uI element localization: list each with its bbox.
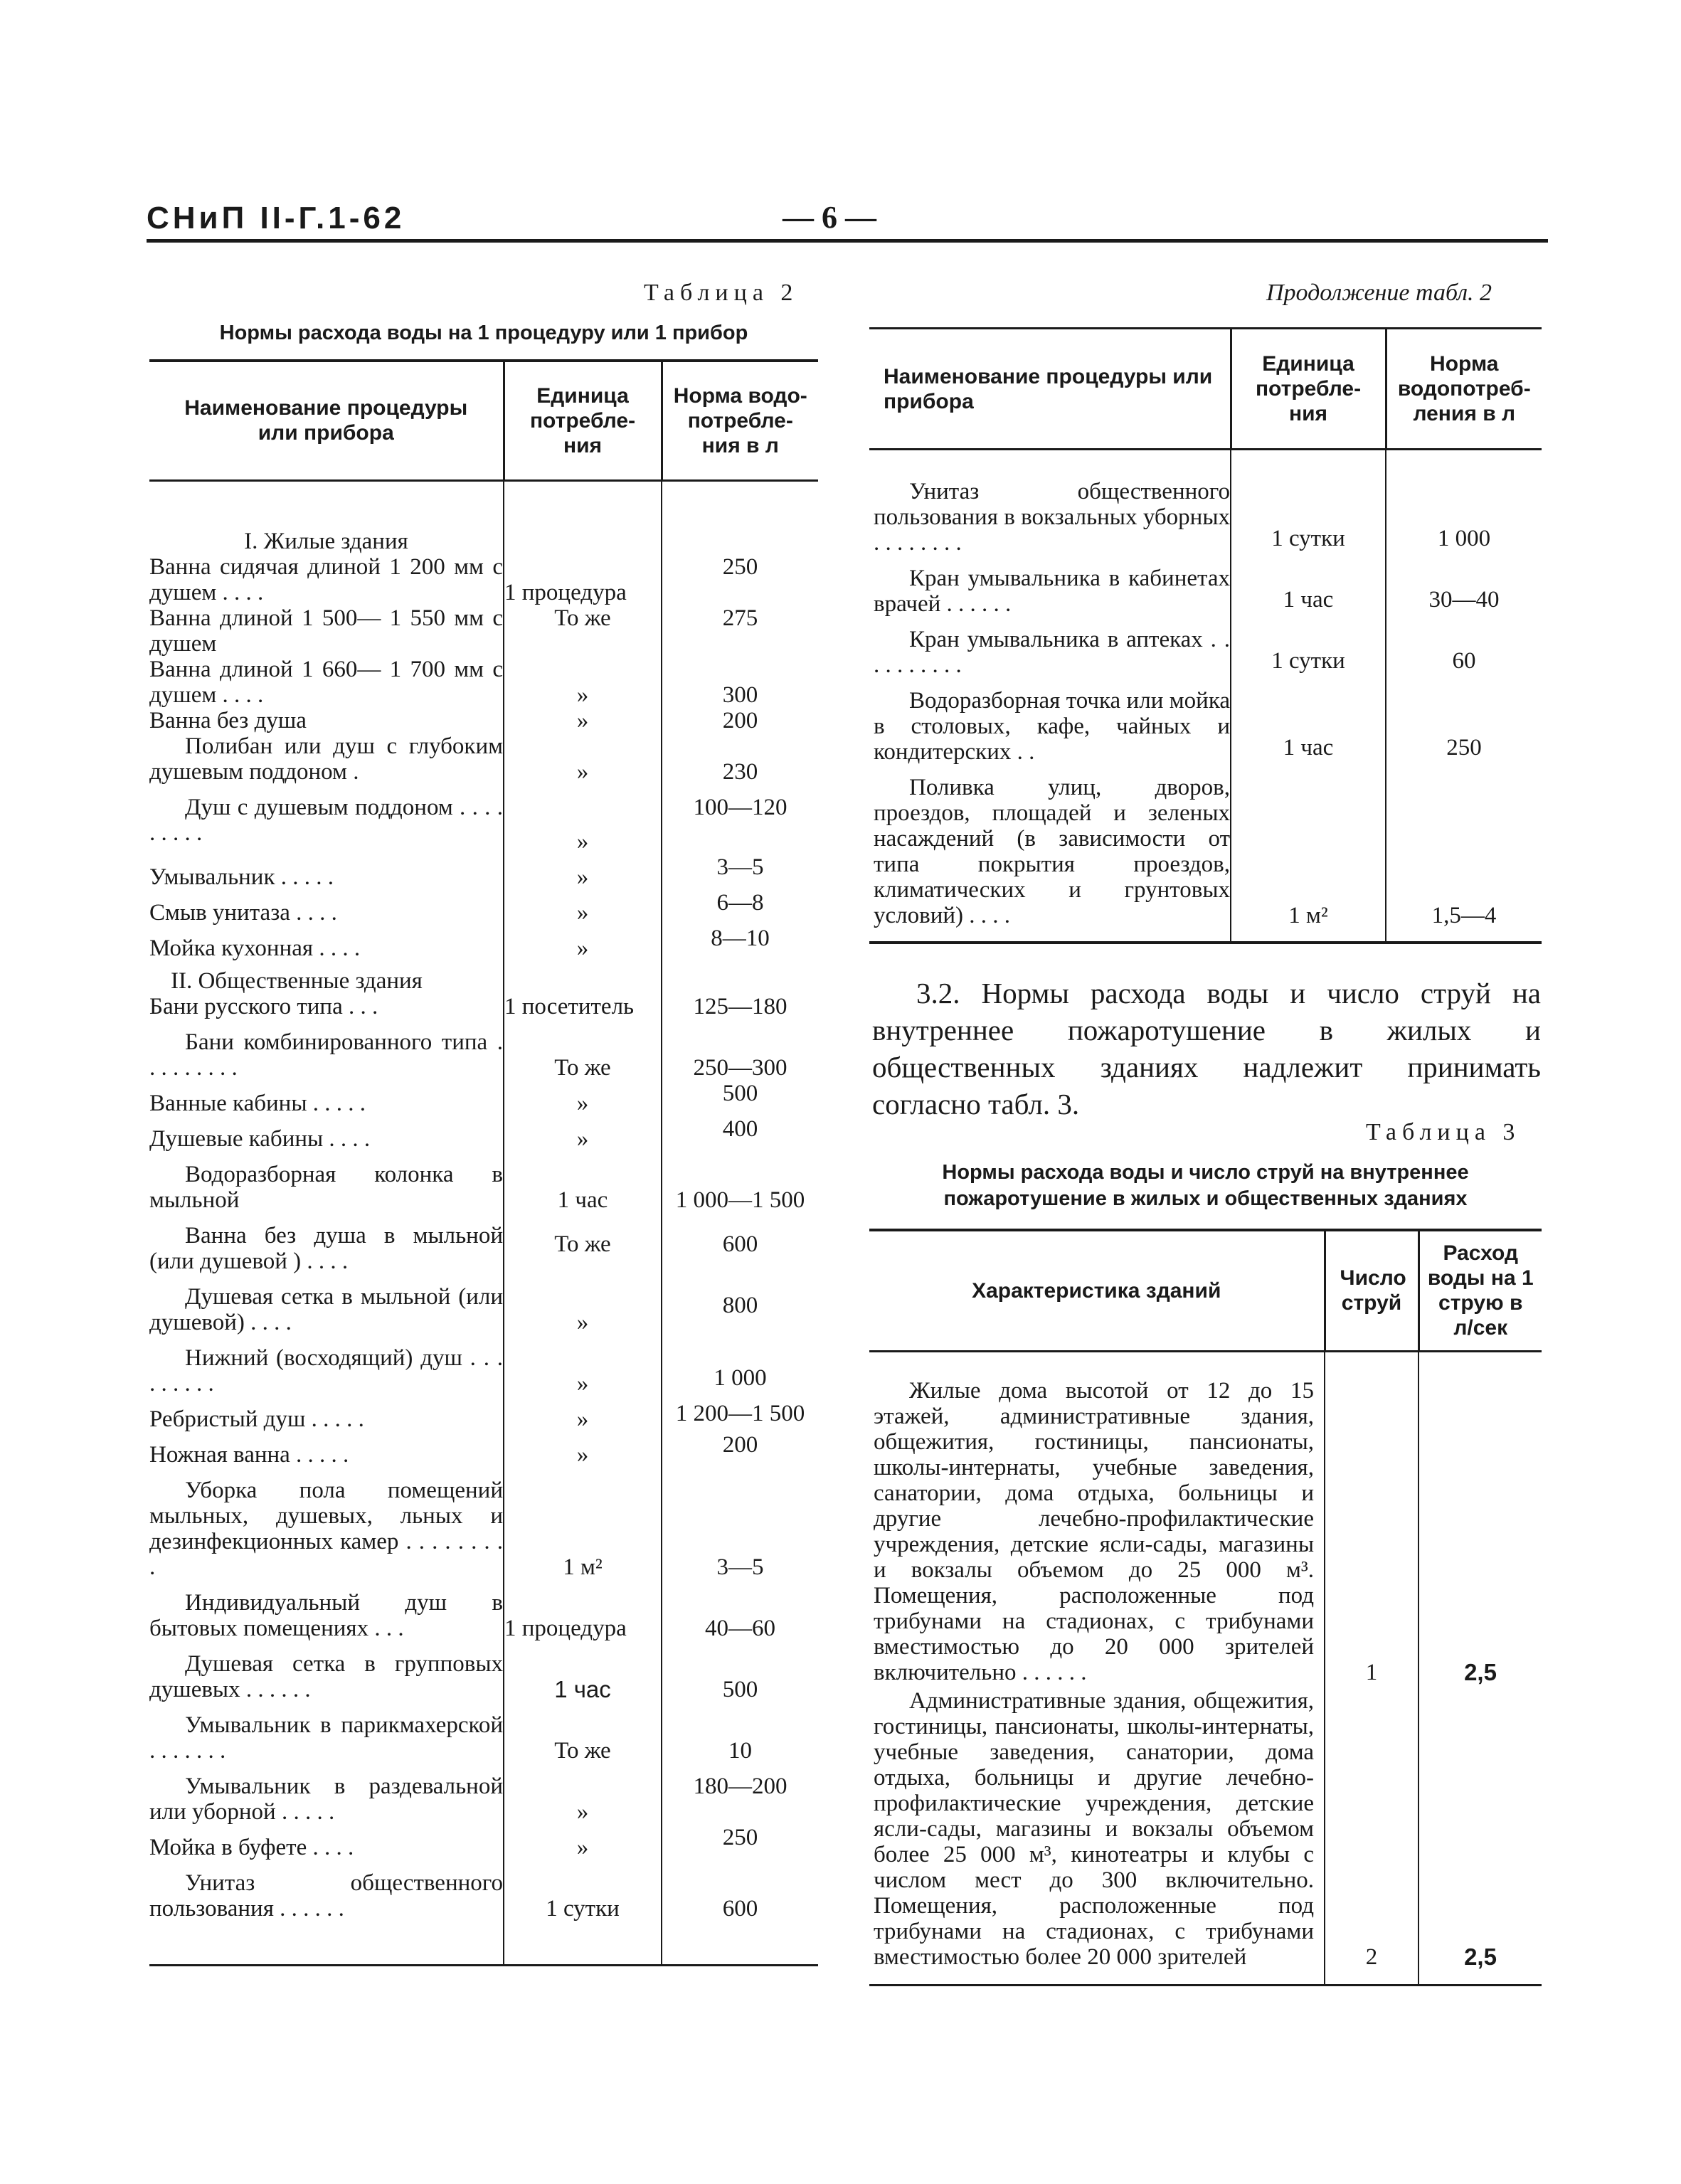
table-row: Душ с душевым поддоном . . . . . . . . . » 100—120: [149, 785, 818, 854]
table3-title: Нормы расхода воды и число струй на внутреннее пожаротушение в жилых и общественных зданиях: [942, 1161, 1469, 1210]
table-row: Водоразборная колонка в мыльной 1 час 1 000—1 500: [149, 1152, 818, 1213]
table2-title: Нормы расхода воды на 1 процедуру или 1 прибор: [219, 322, 748, 344]
table3-caption: Таблица 3: [1366, 1119, 1521, 1145]
table3-col-jets: Число струй: [1325, 1230, 1418, 1351]
table-row: Ванна сидячая длиной 1 200 мм с душем . . . . 1 процедура 250: [149, 554, 818, 605]
table-row: Кран умывальника в кабинетах врачей . . . . . . 1 час 30—40: [869, 556, 1542, 617]
paragraph-3-2: [872, 975, 1541, 1123]
table-row: Поливка улиц, дворов, проездов, площадей и зеленых насаждений (в зависимости от типа покрытия проездов, климатических и грунтовых условий) . . . . 1 м² 1,5—4: [869, 765, 1542, 943]
table2c-col-name: Наименование процедуры или прибора: [869, 329, 1231, 450]
table-row: Бани русского типа . . . 1 посетитель 125—180: [149, 994, 818, 1019]
table2: [149, 359, 818, 1966]
table-row: Умывальник . . . . . » 3—5: [149, 854, 818, 890]
table2-col-norm: Норма водо- потребле- ния в л: [662, 361, 818, 480]
table3: [869, 1229, 1542, 1986]
table-row: Водоразборная точка или мойка в столовых, кафе, чайных и кондитерских . . 1 час 250: [869, 678, 1542, 765]
table2-section-residential: I. Жилые здания: [244, 528, 408, 554]
table-row: Унитаз общественного пользования в вокзальных уборных . . . . . . . . 1 сутки 1 000: [869, 450, 1542, 556]
document-code: СНиП II-Г.1-62: [147, 201, 405, 235]
table-row: Умывальник в парикмахерской . . . . . . . То же 10: [149, 1702, 818, 1764]
table-row: Ванна без душа в мыльной (или душевой ) . . . . То же 600: [149, 1213, 818, 1274]
table2c-col-norm: Норма водопотреб- ления в л: [1386, 329, 1542, 450]
table-row: Ванные кабины . . . . . » 500: [149, 1081, 818, 1116]
table-row: Ванна без душа » 200: [149, 708, 818, 733]
table3-col-flow: Расход воды на 1 струю в л/сек: [1418, 1230, 1542, 1351]
table-row: Душевая сетка в групповых душевых . . . . . . 1 час 500: [149, 1641, 818, 1702]
table2-continuation-caption: Продолжение табл. 2: [1266, 280, 1492, 306]
table3-col-characteristic: Характеристика зданий: [869, 1230, 1325, 1351]
table-row: Смыв унитаза . . . . » 6—8: [149, 890, 818, 926]
table-row: Кран умывальника в аптеках . . . . . . . . . . 1 сутки 60: [869, 617, 1542, 678]
table-row: Мойка кухонная . . . . » 8—10: [149, 926, 818, 961]
table-row: Жилые дома высотой от 12 до 15 этажей, административные здания, общежития, гостиницы, пансионаты, школы-интернаты, учебные заведения, санатории, дома отдыха, больницы и другие лечебно-профилактические учреждения, детские ясли-сады, магазины и вокзалы объемом до 25 000 м³. Помещения, расположенные под трибунами на стадионах, с трибунами вместимостью до 20 000 зрителей включительно . . . . . . 1 2,5: [869, 1351, 1542, 1688]
table2-col-name: Наименование процедуры или прибора: [149, 361, 504, 480]
table-row: Бани комбинированного типа . . . . . . . . . То же 250—300: [149, 1019, 818, 1081]
table2-caption: Таблица 2: [644, 280, 799, 306]
table2-continuation-bottom-rule: [869, 942, 1542, 944]
table-row: Ребристый душ . . . . . » 1 200—1 500: [149, 1396, 818, 1432]
table-row: Административные здания, общежития, гостиницы, пансионаты, школы-интернаты, учебные заведения, санатории, дома отдыха, больницы и другие лечебно-профилактические учреждения, детские ясли-сады, магазины и вокзалы объемом более 25 000 м³, кинотеатры и клубы с числом мест до 300 включительно. Помещения, расположенные под трибунами на стадионах, с трибунами вместимостью более 20 000 зрителей 2 2,5: [869, 1688, 1542, 1986]
table-row: Индивидуальный душ в бытовых помещениях . . . 1 процедура 40—60: [149, 1580, 818, 1641]
table-row: Умывальник в раздевальной или уборной . . . . . » 180—200: [149, 1764, 818, 1825]
table-row: Душевые кабины . . . . » 400: [149, 1116, 818, 1152]
table2-section-public: II. Общественные здания: [171, 968, 423, 994]
table-row: Душевая сетка в мыльной (или душевой) . . . . » 800: [149, 1274, 818, 1335]
table2-continuation: [869, 327, 1542, 943]
table-row: Полибан или душ с глубоким душевым поддоном . » 230: [149, 733, 818, 785]
paragraph-text: Нормы расхода воды и число струй на внутреннее пожаротушение в жилых и общественных зданиях надлежит принимать согласно табл. 3.: [872, 977, 1541, 1120]
paragraph-number: 3.2.: [916, 977, 960, 1009]
table-row: Ножная ванна . . . . . » 200: [149, 1432, 818, 1468]
table2c-col-unit: Единица потребле- ния: [1231, 329, 1386, 450]
header-rule: [147, 239, 1548, 243]
table-row: Мойка в буфете . . . . » 250: [149, 1825, 818, 1860]
table-row: Ванна длиной 1 660— 1 700 мм с душем . . . . » 300: [149, 657, 818, 708]
table-row: Унитаз общественного пользования . . . . . . 1 сутки 600: [149, 1860, 818, 1966]
table2-col-unit: Единица потребле- ния: [504, 361, 662, 480]
table-row: Ванна длиной 1 500— 1 550 мм с душем То же 275: [149, 605, 818, 657]
table-row: Нижний (восходящий) душ . . . . . . . . . » 1 000: [149, 1335, 818, 1396]
table-row: Уборка пола помещений мыльных, душевых, льных и дезинфекционных камер . . . . . . . . . 1 м² 3—5: [149, 1468, 818, 1580]
page-number: — 6 —: [783, 200, 876, 235]
